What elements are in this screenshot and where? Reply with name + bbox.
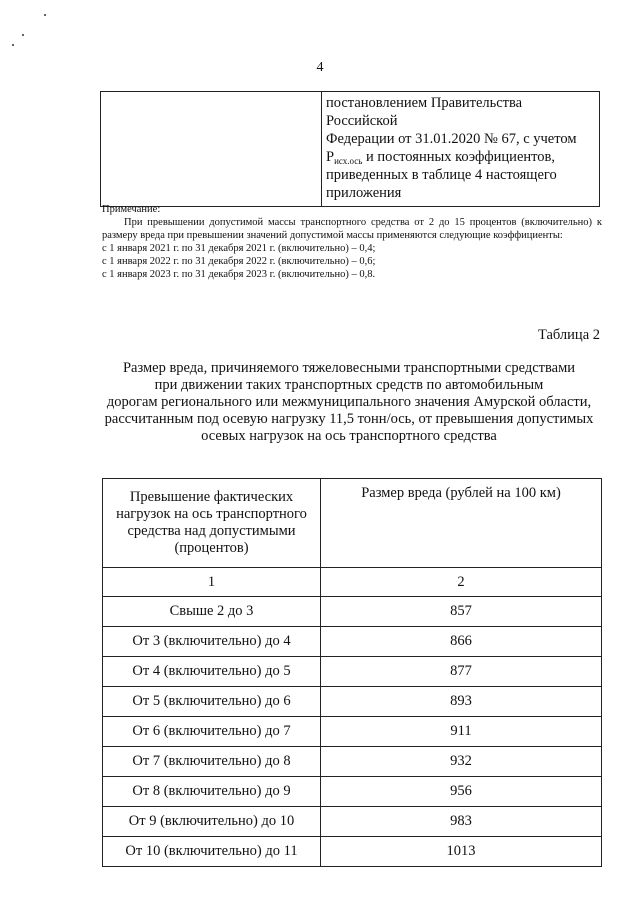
value-cell: 893 <box>321 687 602 717</box>
continuation-text-cell <box>322 92 600 207</box>
column-number-row <box>103 568 602 597</box>
value-cell: 877 <box>321 657 602 687</box>
note-body: При превышении допустимой массы транспортного средства от 2 до 15 процентов (включительно) к размеру вреда при превышении значений допустимой массы применяются следующие коэффициенты: <box>102 217 602 241</box>
value-cell: 1013 <box>321 837 602 867</box>
value-cell: 866 <box>321 627 602 657</box>
continuation-line <box>326 148 597 166</box>
range-cell: От 6 (включительно) до 7 <box>103 717 321 747</box>
title-line: дорогам регионального или межмуниципального значения Амурской области, <box>106 394 592 410</box>
note-item: с 1 января 2023 г. по 31 декабря 2023 г. (включительно) – 0,8. <box>102 269 376 280</box>
table-row <box>103 657 602 687</box>
title-line: рассчитанным под осевую нагрузку 11,5 тонн/ось, от превышения допустимых <box>104 411 594 427</box>
table-row <box>103 717 602 747</box>
table-row <box>103 807 602 837</box>
note-item: с 1 января 2021 г. по 31 декабря 2021 г. (включительно) – 0,4; <box>102 243 376 254</box>
range-cell: Свыше 2 до 3 <box>103 597 321 627</box>
scan-speck <box>44 14 46 16</box>
p-subscript: исх.ось <box>334 156 363 166</box>
range-cell: От 9 (включительно) до 10 <box>103 807 321 837</box>
table-row <box>103 747 602 777</box>
value-cell: 857 <box>321 597 602 627</box>
range-cell: От 3 (включительно) до 4 <box>103 627 321 657</box>
table-title <box>96 360 602 445</box>
header-line: (процентов) <box>174 540 249 556</box>
title-line: при движении таких транспортных средств по автомобильным <box>154 377 544 393</box>
continuation-empty-cell <box>101 92 322 207</box>
table-row <box>103 777 602 807</box>
page-number: 4 <box>316 60 324 75</box>
header-col1 <box>103 479 321 568</box>
note <box>102 203 602 281</box>
column-number: 1 <box>103 568 321 597</box>
range-cell: От 8 (включительно) до 9 <box>103 777 321 807</box>
title-line: осевых нагрузок на ось транспортного средства <box>201 428 497 444</box>
continuation-line: приведенных в таблице 4 настоящего <box>326 167 557 183</box>
continuation-line-rest: и постоянных коэффициентов, <box>362 149 556 165</box>
table-header-row <box>103 479 602 568</box>
table-row <box>103 837 602 867</box>
table-row <box>103 687 602 717</box>
range-cell: От 5 (включительно) до 6 <box>103 687 321 717</box>
table-caption: Таблица 2 <box>537 327 600 343</box>
note-heading: Примечание: <box>102 204 161 215</box>
p-symbol: Р <box>326 149 335 165</box>
value-cell: 911 <box>321 717 602 747</box>
value-cell: 932 <box>321 747 602 777</box>
range-cell: От 7 (включительно) до 8 <box>103 747 321 777</box>
header-line: Превышение фактических <box>129 489 294 505</box>
table-row <box>103 597 602 627</box>
title-line: Размер вреда, причиняемого тяжеловесными транспортными средствами <box>122 360 576 376</box>
column-number: 2 <box>321 568 602 597</box>
damage-table <box>102 478 602 867</box>
header-line: средства над допустимыми <box>127 523 296 539</box>
range-cell: От 4 (включительно) до 5 <box>103 657 321 687</box>
value-cell: 956 <box>321 777 602 807</box>
range-cell: От 10 (включительно) до 11 <box>103 837 321 867</box>
note-item: с 1 января 2022 г. по 31 декабря 2022 г. (включительно) – 0,6; <box>102 256 376 267</box>
continuation-line: Федерации от 31.01.2020 № 67, с учетом <box>326 131 577 147</box>
continuation-line: приложения <box>326 185 402 201</box>
continuation-line: постановлением Правительства Российской <box>326 95 523 129</box>
header-line: нагрузок на ось транспортного <box>116 506 307 522</box>
table-row <box>103 627 602 657</box>
value-cell: 983 <box>321 807 602 837</box>
continuation-table <box>100 91 600 207</box>
scan-speck <box>22 34 24 36</box>
scan-speck <box>12 44 14 46</box>
header-col2: Размер вреда (рублей на 100 км) <box>321 479 602 568</box>
